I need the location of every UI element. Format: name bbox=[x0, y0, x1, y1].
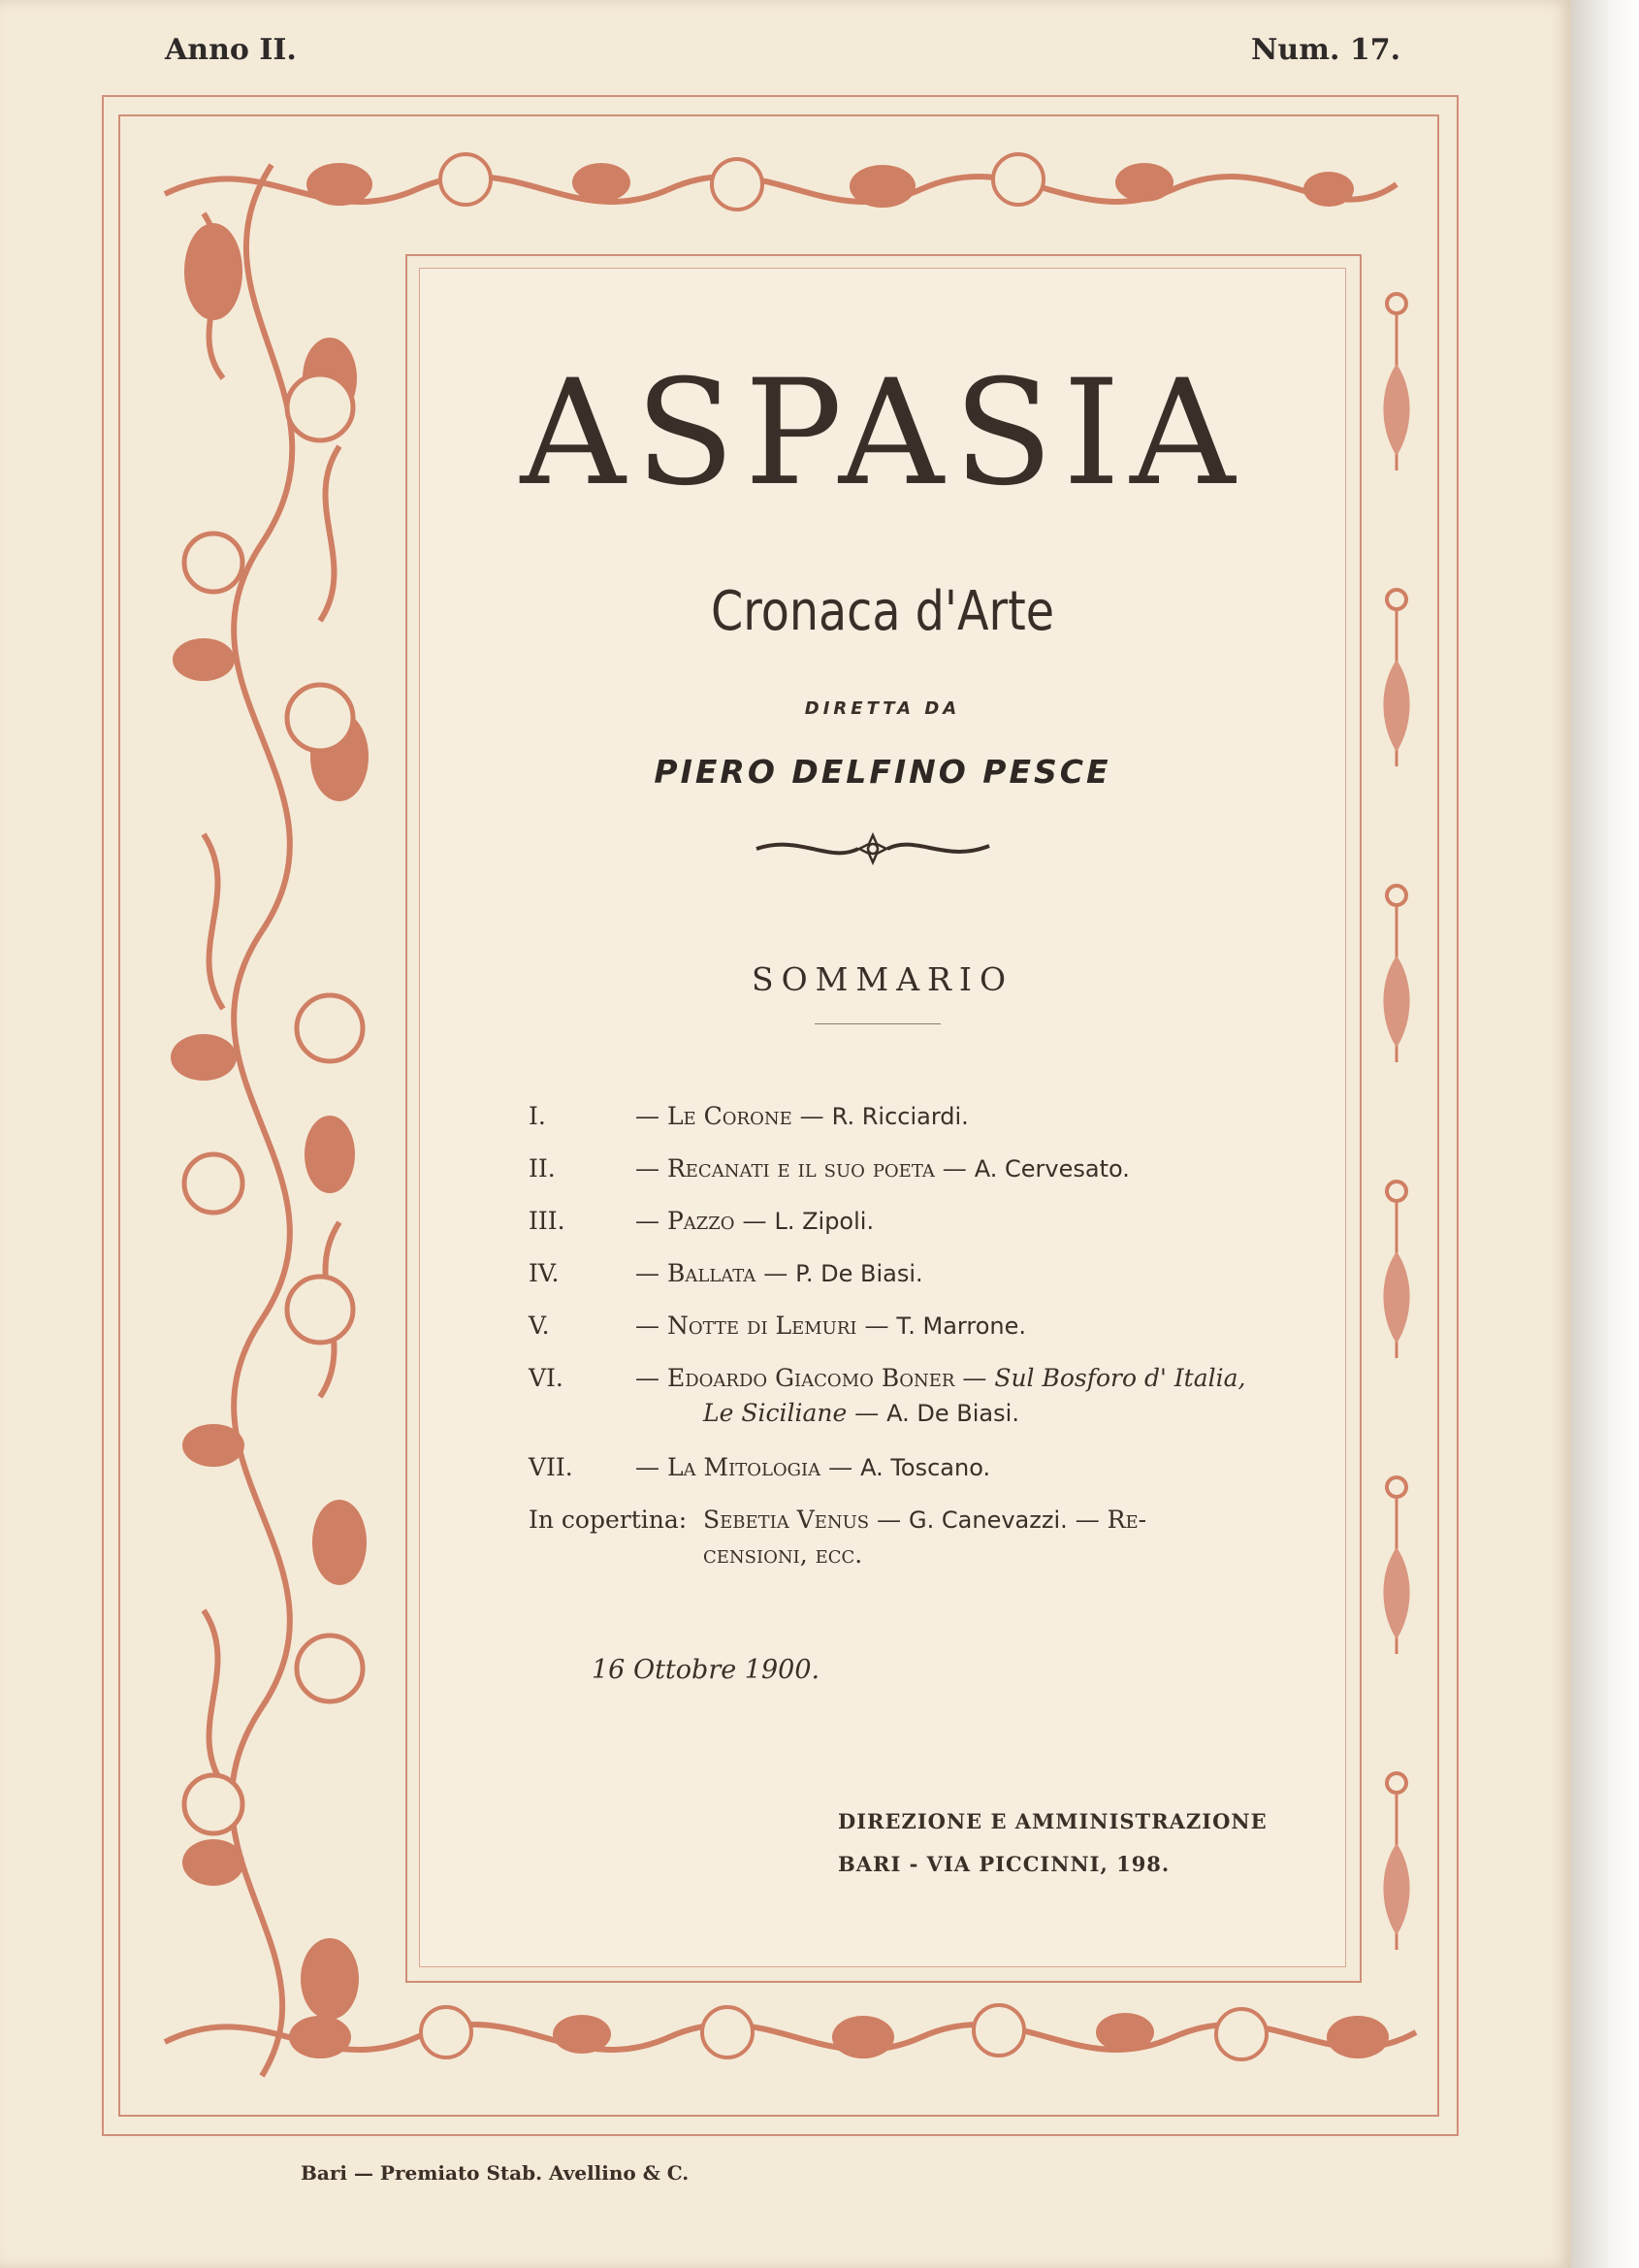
toc-title: Edoardo Giacomo Boner bbox=[666, 1364, 955, 1392]
cover-label: In copertina: bbox=[529, 1506, 688, 1534]
toc-title: Le Corone bbox=[666, 1102, 792, 1130]
magazine-title: ASPASIA bbox=[520, 349, 1245, 518]
toc-item: VII. — La Mitologia — A. Toscano. bbox=[529, 1453, 991, 1481]
issue-date: 16 Ottobre 1900. bbox=[592, 1655, 820, 1685]
toc-works-continued: Le Siciliane bbox=[703, 1399, 848, 1427]
toc-author: A. De Biasi. bbox=[886, 1400, 1019, 1427]
issue-number: Num. 17. bbox=[1251, 33, 1401, 67]
address-line-2: BARI - VIA PICCINNI, 198. bbox=[838, 1852, 1171, 1876]
page-edge-shadow bbox=[1571, 0, 1639, 2268]
toc-title: Notte di Lemuri bbox=[666, 1312, 857, 1340]
printer-footer: Bari — Premiato Stab. Avellino & C. bbox=[301, 2161, 690, 2185]
toc-number: VII. bbox=[529, 1453, 573, 1481]
toc-title: Ballata bbox=[666, 1259, 756, 1287]
toc-author: T. Marrone. bbox=[896, 1312, 1026, 1340]
director-name: PIERO DELFINO PESCE bbox=[654, 753, 1111, 791]
toc-title: La Mitologia bbox=[666, 1453, 821, 1481]
toc-author: R. Ricciardi. bbox=[831, 1103, 969, 1130]
cover-author: G. Canevazzi. bbox=[909, 1507, 1068, 1534]
right-stem-ornaments bbox=[1367, 286, 1426, 1955]
toc-title: Pazzo bbox=[666, 1207, 735, 1235]
bottom-floral-border bbox=[145, 1984, 1426, 2090]
cover-title: Sebetia Venus bbox=[703, 1506, 870, 1534]
toc-author: A. Cervesato. bbox=[974, 1155, 1130, 1183]
cover-extra-continued: censioni, ecc. bbox=[703, 1540, 863, 1569]
toc-title: Recanati e il suo poeta bbox=[666, 1154, 935, 1183]
toc-works: Sul Bosforo d' Italia, bbox=[994, 1364, 1246, 1392]
address-line-1: DIREZIONE E AMMINISTRAZIONE bbox=[838, 1809, 1268, 1833]
toc-item: III. — Pazzo — L. Zipoli. bbox=[529, 1207, 875, 1235]
toc-author: A. Toscano. bbox=[860, 1454, 991, 1481]
toc-number: VI. bbox=[529, 1364, 563, 1392]
left-floral-border bbox=[145, 155, 398, 2086]
toc-item: V. — Notte di Lemuri — T. Marrone. bbox=[529, 1312, 1026, 1340]
directed-by-label: DIRETTA DA bbox=[804, 698, 961, 719]
cover-contents: In copertina: Sebetia Venus — G. Canevazzi. — Re- censioni, ecc. bbox=[529, 1506, 1147, 1569]
toc-number: IV. bbox=[529, 1259, 560, 1287]
toc-number: V. bbox=[529, 1312, 550, 1340]
toc-item: I. — Le Corone — R. Ricciardi. bbox=[529, 1102, 969, 1130]
table-of-contents bbox=[529, 1102, 1285, 1583]
cover-extra: Re- bbox=[1107, 1506, 1147, 1534]
toc-item: II. — Recanati e il suo poeta — A. Cervesato. bbox=[529, 1154, 1130, 1183]
toc-item: IV. — Ballata — P. De Biasi. bbox=[529, 1259, 923, 1287]
contents-heading-rule bbox=[815, 1023, 941, 1024]
toc-number: I. bbox=[529, 1102, 546, 1130]
toc-number: II. bbox=[529, 1154, 556, 1183]
flourish-divider-icon bbox=[752, 825, 994, 873]
toc-number: III. bbox=[529, 1207, 565, 1235]
magazine-subtitle: Cronaca d'Arte bbox=[710, 580, 1055, 643]
toc-author: L. Zipoli. bbox=[774, 1208, 875, 1235]
address-block bbox=[838, 1800, 1268, 1886]
toc-item: VI. — Edoardo Giacomo Boner — Sul Bosforo d' Italia, Le Siciliane — A. De Biasi. bbox=[529, 1364, 1246, 1427]
issue-year: Anno II. bbox=[165, 33, 297, 67]
contents-heading: SOMMARIO bbox=[751, 960, 1013, 998]
toc-author: P. De Biasi. bbox=[795, 1260, 923, 1287]
